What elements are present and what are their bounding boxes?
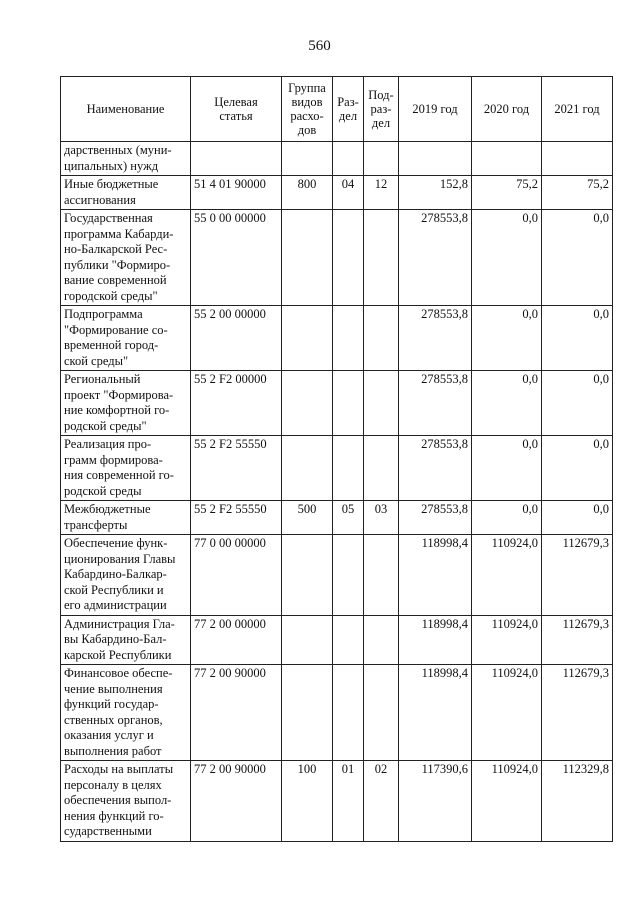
table-row	[61, 210, 613, 306]
row-amount-2021: 0,0	[542, 501, 613, 535]
row-name: дарственных (муни- ципальных) нужд	[61, 142, 191, 176]
table-row	[61, 436, 613, 501]
row-name: Расходы на выплаты персоналу в целях обеспечения выпол- нения функций го- сударственными	[61, 761, 191, 842]
table-row	[61, 665, 613, 761]
row-target-article: 77 0 00 00000	[191, 535, 282, 616]
table-row	[61, 142, 613, 176]
row-target-article: 55 2 00 00000	[191, 306, 282, 371]
row-expense-group	[282, 210, 333, 306]
row-subsection	[364, 210, 399, 306]
row-section	[333, 436, 364, 501]
row-expense-group	[282, 665, 333, 761]
row-amount-2020: 0,0	[472, 436, 542, 501]
row-expense-group	[282, 615, 333, 665]
row-amount-2020: 0,0	[472, 371, 542, 436]
table-row	[61, 501, 613, 535]
row-amount-2019: 278553,8	[399, 210, 472, 306]
header-section: Раз- дел	[333, 77, 364, 142]
row-amount-2019: 278553,8	[399, 436, 472, 501]
row-name: Государственная программа Кабарди- но-Балкарской Рес- публики "Формиро- вание современной городской среды"	[61, 210, 191, 306]
row-target-article: 55 2 F2 55550	[191, 436, 282, 501]
row-subsection: 12	[364, 176, 399, 210]
row-amount-2019: 118998,4	[399, 535, 472, 616]
header-expense-group: Группа видов расхо- дов	[282, 77, 333, 142]
row-amount-2019: 278553,8	[399, 501, 472, 535]
row-amount-2021: 0,0	[542, 371, 613, 436]
table-body	[61, 142, 613, 842]
table-row	[61, 176, 613, 210]
row-section: 05	[333, 501, 364, 535]
row-expense-group	[282, 371, 333, 436]
row-amount-2021	[542, 142, 613, 176]
header-year-2019: 2019 год	[399, 77, 472, 142]
row-section	[333, 371, 364, 436]
row-name: Финансовое обеспе- чение выполнения функций государ- ственных органов, оказания услуг и выполнения работ	[61, 665, 191, 761]
row-name: Иные бюджетные ассигнования	[61, 176, 191, 210]
table-row	[61, 306, 613, 371]
row-amount-2021: 112679,3	[542, 535, 613, 616]
row-amount-2020: 110924,0	[472, 665, 542, 761]
row-amount-2019	[399, 142, 472, 176]
table-header-row	[61, 77, 613, 142]
row-target-article: 77 2 00 90000	[191, 665, 282, 761]
row-amount-2021: 75,2	[542, 176, 613, 210]
row-amount-2020: 110924,0	[472, 615, 542, 665]
table-row	[61, 535, 613, 616]
row-section: 04	[333, 176, 364, 210]
row-amount-2019: 152,8	[399, 176, 472, 210]
row-target-article: 77 2 00 00000	[191, 615, 282, 665]
row-target-article	[191, 142, 282, 176]
row-target-article: 55 2 F2 55550	[191, 501, 282, 535]
budget-table	[60, 76, 613, 842]
row-target-article: 51 4 01 90000	[191, 176, 282, 210]
row-section	[333, 142, 364, 176]
row-amount-2020: 110924,0	[472, 761, 542, 842]
row-expense-group	[282, 306, 333, 371]
row-subsection	[364, 142, 399, 176]
row-amount-2019: 278553,8	[399, 371, 472, 436]
row-amount-2019: 118998,4	[399, 615, 472, 665]
row-subsection	[364, 306, 399, 371]
row-expense-group	[282, 436, 333, 501]
row-name: Реализация про- грамм формирова- ния современной го- родской среды	[61, 436, 191, 501]
header-subsection: Под- раз- дел	[364, 77, 399, 142]
row-target-article: 55 2 F2 00000	[191, 371, 282, 436]
table-row	[61, 615, 613, 665]
row-amount-2020	[472, 142, 542, 176]
row-expense-group	[282, 142, 333, 176]
row-amount-2019: 118998,4	[399, 665, 472, 761]
row-section	[333, 210, 364, 306]
row-name: Региональный проект "Формирова- ние комфортной го- родской среды"	[61, 371, 191, 436]
row-subsection	[364, 535, 399, 616]
row-section	[333, 306, 364, 371]
row-subsection	[364, 436, 399, 501]
page-number: 560	[308, 38, 331, 54]
row-amount-2021: 0,0	[542, 306, 613, 371]
row-amount-2020: 0,0	[472, 210, 542, 306]
row-amount-2020: 0,0	[472, 501, 542, 535]
row-section	[333, 535, 364, 616]
row-section	[333, 615, 364, 665]
table-row	[61, 761, 613, 842]
row-amount-2020: 110924,0	[472, 535, 542, 616]
header-target-article: Целевая статья	[191, 77, 282, 142]
row-section	[333, 665, 364, 761]
row-amount-2021: 112679,3	[542, 615, 613, 665]
row-expense-group: 500	[282, 501, 333, 535]
row-subsection: 02	[364, 761, 399, 842]
row-expense-group	[282, 535, 333, 616]
row-amount-2020: 75,2	[472, 176, 542, 210]
row-name: Обеспечение функ- ционирования Главы Кабардино-Балкар- ской Республики и его администрации	[61, 535, 191, 616]
header-year-2020: 2020 год	[472, 77, 542, 142]
row-section: 01	[333, 761, 364, 842]
row-amount-2019: 278553,8	[399, 306, 472, 371]
row-name: Межбюджетные трансферты	[61, 501, 191, 535]
table-row	[61, 371, 613, 436]
row-target-article: 55 0 00 00000	[191, 210, 282, 306]
row-name: Подпрограмма "Формирование со- временной город- ской среды"	[61, 306, 191, 371]
row-subsection: 03	[364, 501, 399, 535]
row-subsection	[364, 615, 399, 665]
row-amount-2020: 0,0	[472, 306, 542, 371]
row-amount-2019: 117390,6	[399, 761, 472, 842]
row-amount-2021: 0,0	[542, 210, 613, 306]
row-name: Администрация Гла- вы Кабардино-Бал- карской Республики	[61, 615, 191, 665]
row-subsection	[364, 371, 399, 436]
row-expense-group: 100	[282, 761, 333, 842]
row-subsection	[364, 665, 399, 761]
row-target-article: 77 2 00 90000	[191, 761, 282, 842]
row-amount-2021: 112329,8	[542, 761, 613, 842]
row-amount-2021: 0,0	[542, 436, 613, 501]
row-expense-group: 800	[282, 176, 333, 210]
header-year-2021: 2021 год	[542, 77, 613, 142]
header-name: Наименование	[61, 77, 191, 142]
row-amount-2021: 112679,3	[542, 665, 613, 761]
